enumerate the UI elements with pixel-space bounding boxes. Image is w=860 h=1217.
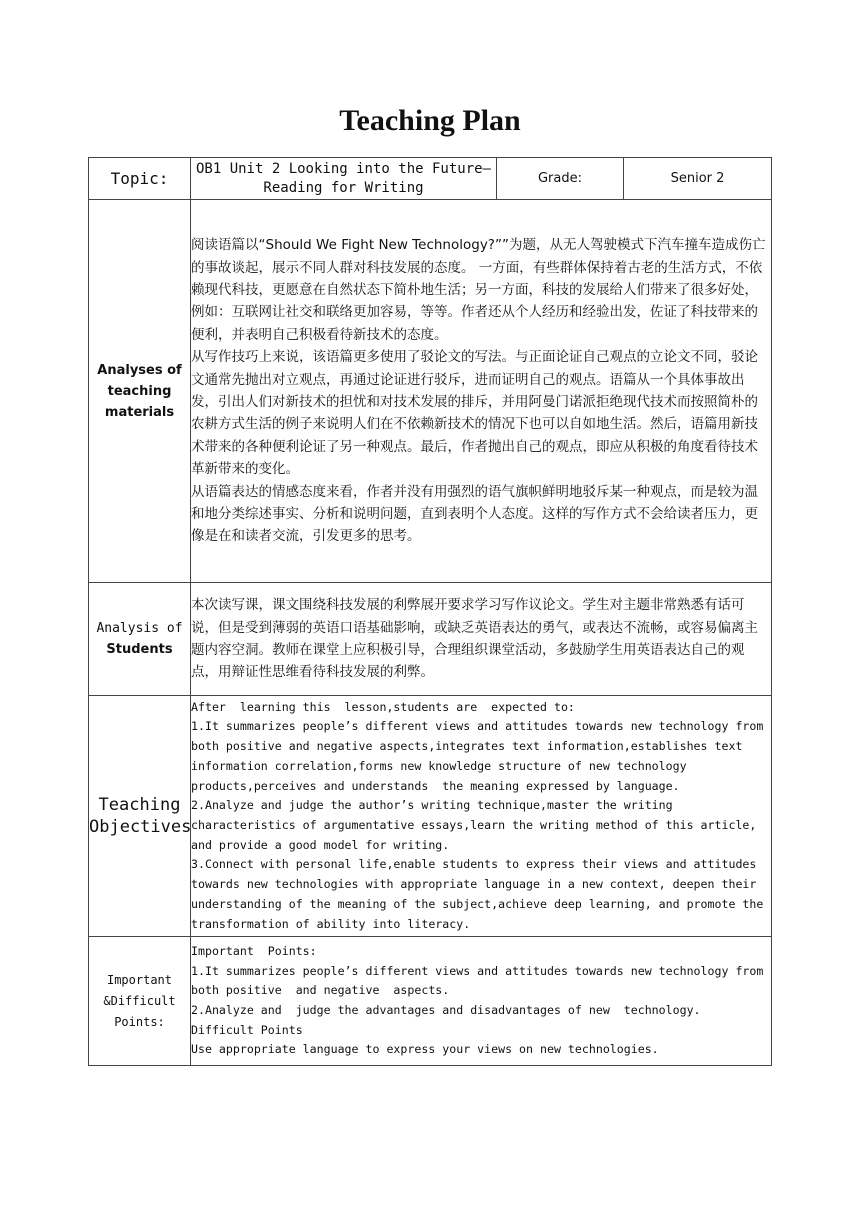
objective-item-3: 3.Connect with personal life,enable students to express their views and attitudes towards new technologies with appropriate language in a new context, deepen their understanding of the meaning of the subject,achieve deep learning, and promote the transformation of ability into literacy. (191, 857, 771, 931)
topic-row (89, 158, 772, 200)
analyses-label-line2: teaching (107, 383, 172, 399)
objective-item-2: 2.Analyze and judge the author’s writing technique,master the writing characteristics of argumentative essays,learn the writing method of this article, and provide a good model for writing. (191, 798, 764, 852)
analysis-students-label (89, 583, 191, 696)
analyses-paragraph-2: 从写作技巧上来说，该语篇更多使用了驳论文的写法。与正面论证自己观点的立论文不同，驳论文通常先抛出对立观点，再通过论证进行驳斥，进而证明自己的观点。语篇从一个具体事故出发，引出人们对新技术的担忧和对技术发展的排斥，并用阿曼门诺派拒绝现代技术而按照简朴的农耕方式生活的例子来说明人们在不依赖新技术的情况下也可以自如地生活。然后，语篇用新技术带来的各种便利论证了另一种观点。最后，作者抛出自己的观点，即应从积极的角度看待技术革新带来的变化。 (191, 349, 758, 478)
topic-value: OB1 Unit 2 Looking into the Future—Reading for Writing (191, 158, 497, 200)
important-label-line2: &Difficult (103, 993, 176, 1008)
important-points-content (191, 937, 772, 1066)
important-point-2: 2.Analyze and judge the advantages and disadvantages of new technology. (191, 1003, 701, 1017)
students-label-line1: Analysis of (96, 621, 183, 636)
analyses-label-line3: materials (104, 404, 175, 420)
difficult-heading: Difficult Points (191, 1022, 303, 1037)
analyses-paragraph-3: 从语篇表达的情感态度来看，作者并没有用强烈的语气旗帜鲜明地驳斥某一种观点，而是较为温和地分类综述事实、分析和说明问题，直到表明个人态度。这样的写作方式不会给读者压力，更像是在和读者交流，引发更多的思考。 (191, 483, 758, 545)
analyses-label-line1: Analyses of (97, 362, 182, 378)
objective-item-1: 1.It summarizes people’s different views and attitudes towards new technology from both positive and negative aspects,integrates text information,establishes text information correlation,forms new knowledge structure of new technology products,perceives and understands the meaning expressed by language. (191, 719, 771, 793)
important-points-row (89, 937, 772, 1066)
grade-label: Grade: (497, 158, 624, 200)
analyses-materials-label (89, 200, 191, 583)
analyses-paragraph-1: 阅读语篇以“Should We Fight New Technology?””为题，从无人驾驶模式下汽车撞车造成伤亡的事故谈起，展示不同人群对科技发展的态度。 一方面，有些群体保持着古老的生活方式，不依赖现代科技，更愿意在自然状态下简朴地生活；另一方面，科技的发展给人们带来了很多好处，例如：互联网让社交和联络更加容易，等等。作者还从个人经历和经验出发，佐证了科技带来的便利，并表明自己积极看待新技术的态度。 (191, 237, 766, 343)
important-label-line1: Important (106, 972, 173, 987)
important-point-1: 1.It summarizes people’s different views and attitudes towards new technology from both positive and negative aspects. (191, 963, 771, 998)
important-label-line3: Points: (114, 1014, 165, 1029)
students-label-line2: Students (106, 642, 173, 657)
objectives-label-line2: Objectives (89, 817, 192, 837)
grade-value: Senior 2 (624, 158, 772, 200)
objectives-row (89, 696, 772, 937)
important-heading: Important Points: (191, 943, 317, 958)
analyses-materials-row (89, 200, 772, 583)
analysis-students-row (89, 583, 772, 696)
important-points-label (89, 937, 191, 1066)
analysis-students-content: 本次读写课，课文围绕科技发展的利弊展开要求学习写作议论文。学生对主题非常熟悉有话可说，但是受到薄弱的英语口语基础影响，或缺乏英语表达的勇气，或表达不流畅，或容易偏离主题内容空洞。教师在课堂上应积极引导，合理组织课堂活动，多鼓励学生用英语表达自己的观点，用辩证性思维看待科技发展的利弊。 (191, 583, 772, 696)
objectives-intro: After learning this lesson,students are expected to: (191, 699, 575, 714)
page-title: Teaching Plan (339, 104, 521, 137)
topic-label: Topic: (89, 158, 191, 200)
analyses-materials-content (191, 200, 772, 583)
difficult-text: Use appropriate language to express your views on new technologies. (191, 1042, 659, 1057)
objectives-content (191, 696, 772, 937)
teaching-plan-table (88, 157, 772, 1066)
objectives-label-line1: Teaching (98, 795, 181, 815)
objectives-label (89, 696, 191, 937)
